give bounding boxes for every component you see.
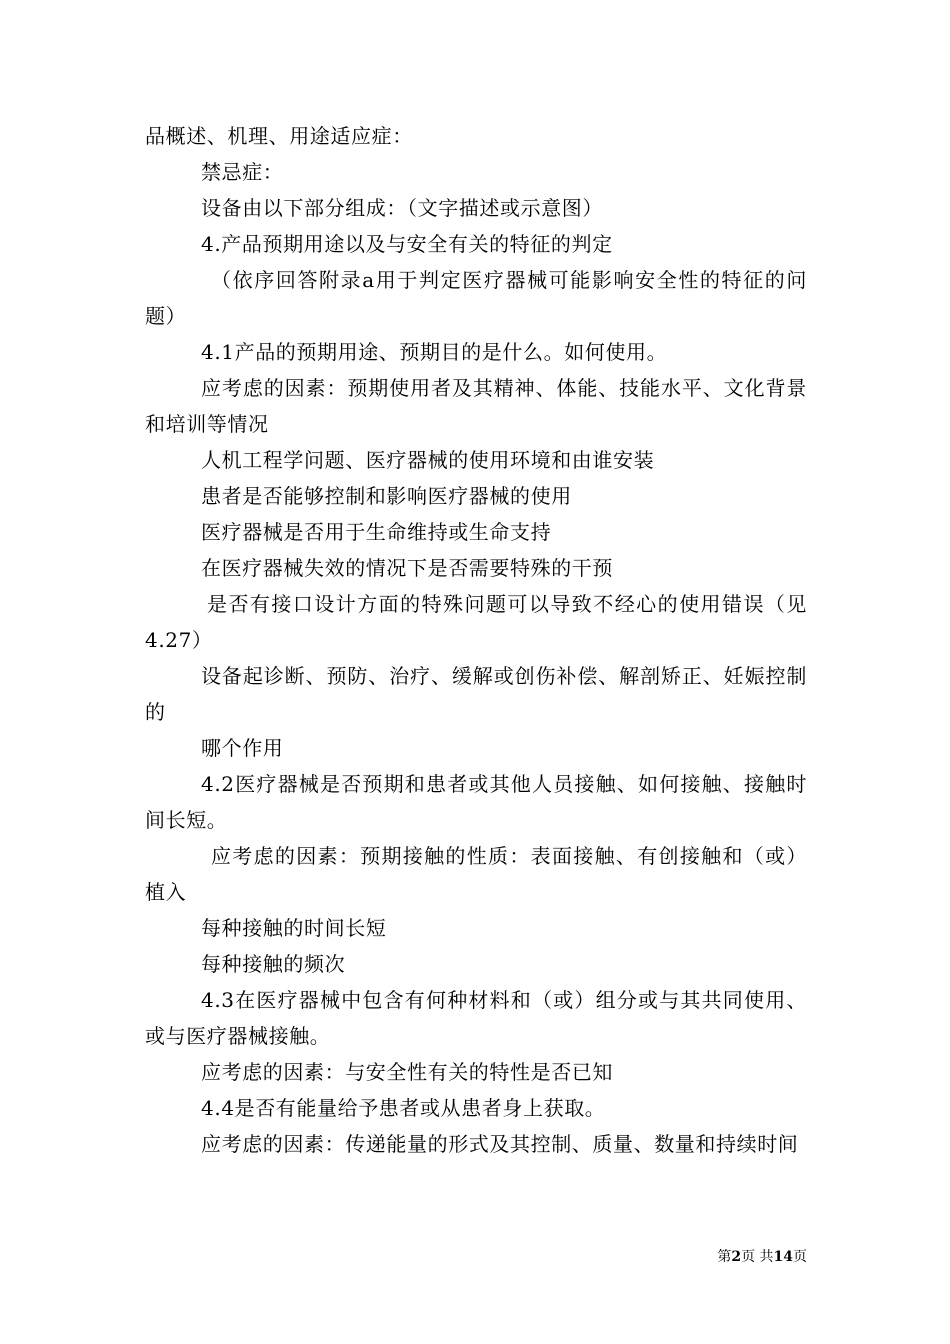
paragraph: 每种接触的时间长短 [201,916,387,940]
paragraph: 禁忌症： [201,160,284,184]
paragraph: 在医疗器械失效的情况下是否需要特殊的干预 [201,556,613,580]
section-heading: 4.2医疗器械是否预期和患者或其他人员接触、如何接触、接触时间长短。 [145,772,807,832]
paragraph: 每种接触的频次 [201,952,346,976]
footer-suffix: 页 [793,1249,807,1265]
footer-middle: 页 共 [741,1249,774,1265]
paragraph: 人机工程学问题、医疗器械的使用环境和由谁安装 [201,448,655,472]
section-heading: 4.1产品的预期用途、预期目的是什么。如何使用。 [201,340,668,364]
paragraph: 应考虑的因素：传递能量的形式及其控制、质量、数量和持续时间 [201,1132,799,1156]
paragraph: （依序回答附录a用于判定医疗器械可能影响安全性的特征的问题） [145,268,807,328]
paragraph: 设备起诊断、预防、治疗、缓解或创伤补偿、解剖矫正、妊娠控制的 [145,664,807,724]
paragraph: 应考虑的因素：与安全性有关的特性是否已知 [201,1060,613,1084]
paragraph: 是否有接口设计方面的特殊问题可以导致不经心的使用错误（见4.27） [145,592,807,652]
paragraph: 哪个作用 [201,736,284,760]
section-heading: 4.3在医疗器械中包含有何种材料和（或）组分或与其共同使用、或与医疗器械接触。 [145,988,807,1048]
paragraph: 医疗器械是否用于生命维持或生命支持 [201,520,552,544]
total-page-count: 14 [773,1249,793,1265]
paragraph: 应考虑的因素：预期使用者及其精神、体能、技能水平、文化背景和培训等情况 [145,376,807,436]
paragraph: 应考虑的因素：预期接触的性质：表面接触、有创接触和（或）植入 [145,844,807,904]
section-heading: 4.产品预期用途以及与安全有关的特征的判定 [201,232,613,256]
document-body [145,118,807,1162]
paragraph: 品概述、机理、用途适应症： [145,124,413,148]
current-page-number: 2 [731,1249,742,1265]
page-footer [0,1248,807,1266]
paragraph: 设备由以下部分组成：（文字描述或示意图） [201,196,603,220]
paragraph: 患者是否能够控制和影响医疗器械的使用 [201,484,572,508]
footer-prefix: 第 [717,1249,732,1265]
section-heading: 4.4是否有能量给予患者或从患者身上获取。 [201,1096,606,1120]
